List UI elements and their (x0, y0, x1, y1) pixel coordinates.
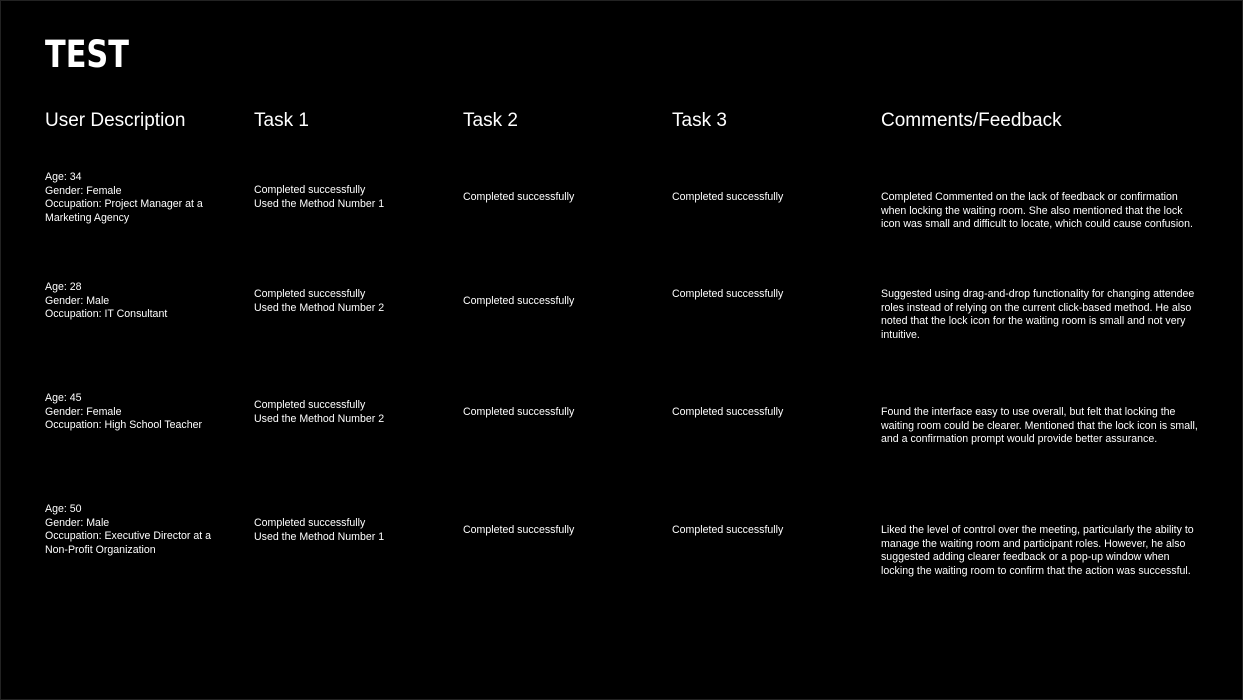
row-2-user-description: Age: 28 Gender: Male Occupation: IT Consultant (45, 281, 168, 321)
row-3-task-2: Completed successfully (463, 406, 575, 418)
row-1-task-3: Completed successfully (672, 191, 784, 203)
row-1-task-2: Completed successfully (463, 191, 575, 203)
row-1-feedback: Completed Commented on the lack of feedback or confirmation when locking the waiting room. She also mentioned that the lock icon was small and difficult to locate, which could cause confusion. (881, 191, 1193, 231)
row-2-task-3: Completed successfully (672, 288, 784, 300)
header-task-3: Task 3 (672, 110, 727, 131)
row-2-task-2: Completed successfully (463, 295, 575, 307)
row-4-task-3: Completed successfully (672, 524, 784, 536)
row-4-task-1: Completed successfully Used the Method Number 1 (254, 517, 385, 543)
page-title: TEST (45, 33, 129, 76)
row-4-task-2: Completed successfully (463, 524, 575, 536)
row-1-task-1: Completed successfully Used the Method Number 1 (254, 184, 385, 210)
row-4-feedback: Liked the level of control over the meeting, particularly the ability to manage the waiting room and participant roles. However, he also suggested adding clearer feedback or a pop-up window when locking the waiting room to confirm that the action was successful. (881, 524, 1194, 578)
row-1-user-description: Age: 34 Gender: Female Occupation: Project Manager at a Marketing Agency (45, 171, 203, 225)
header-comments-feedback: Comments/Feedback (881, 110, 1062, 131)
header-user-description: User Description (45, 110, 186, 131)
row-3-task-3: Completed successfully (672, 406, 784, 418)
header-task-2: Task 2 (463, 110, 518, 131)
header-task-1: Task 1 (254, 110, 309, 131)
row-2-task-1: Completed successfully Used the Method Number 2 (254, 288, 385, 314)
row-3-user-description: Age: 45 Gender: Female Occupation: High School Teacher (45, 392, 203, 432)
row-2-feedback: Suggested using drag-and-drop functionality for changing attendee roles instead of relying on the current click-based method. He also noted that the lock icon for the waiting room is small and not very intuitive. (881, 288, 1195, 342)
row-3-feedback: Found the interface easy to use overall, but felt that locking the waiting room could be clearer. Mentioned that the lock icon is small, and a confirmation prompt would provide better assurance. (881, 406, 1198, 446)
row-3-task-1: Completed successfully Used the Method Number 2 (254, 399, 385, 425)
row-4-user-description: Age: 50 Gender: Male Occupation: Executive Director at a Non-Profit Organization (45, 503, 212, 557)
